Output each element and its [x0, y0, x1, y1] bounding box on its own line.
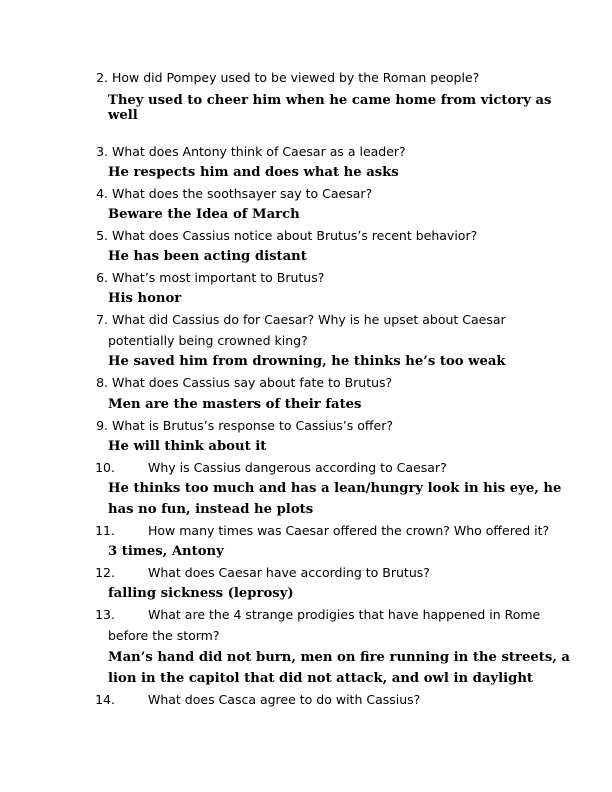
question-text: How many times was Caesar offered the crown? Who offered it?: [147, 523, 550, 538]
question-text: What’s most important to Brutus?: [111, 270, 325, 285]
question-12: [88, 562, 430, 583]
question-text: What are the 4 strange prodigies that have happened in Rome: [147, 607, 541, 622]
question-11: [88, 520, 549, 541]
answer-10-line-2: has no fun, instead he plots: [108, 502, 314, 517]
question-3: [88, 141, 406, 162]
question-number: 4.: [96, 186, 108, 201]
question-text-continued: potentially being crowned king?: [108, 333, 308, 348]
answer-2-line-2: well: [108, 108, 138, 123]
question-text: How did Pompey used to be viewed by the Roman people?: [111, 70, 480, 85]
question-number: 12.: [95, 565, 115, 580]
question-13: [88, 604, 540, 625]
question-2: [88, 67, 479, 88]
question-number: 7.: [96, 312, 108, 327]
answer-13-line-2: lion in the capitol that did not attack, and owl in daylight: [108, 671, 534, 686]
question-text: What does the soothsayer say to Caesar?: [111, 186, 373, 201]
answer-4: Beware the Idea of March: [108, 207, 300, 222]
question-number: 8.: [96, 375, 108, 390]
answer-2-line-1: They used to cheer him when he came home from victory as: [108, 93, 552, 108]
answer-5: He has been acting distant: [108, 249, 307, 264]
question-number: 13.: [95, 607, 115, 622]
question-number: 14.: [95, 692, 115, 707]
question-text: What does Cassius say about fate to Brutus?: [111, 375, 393, 390]
question-number: 5.: [96, 228, 108, 243]
answer-6: His honor: [108, 291, 182, 306]
answer-12: falling sickness (leprosy): [108, 586, 294, 601]
question-text: What does Caesar have according to Brutus?: [147, 565, 430, 580]
question-text: Why is Cassius dangerous according to Caesar?: [147, 460, 447, 475]
question-text: What does Cassius notice about Brutus’s recent behavior?: [111, 228, 478, 243]
question-7: [88, 309, 506, 351]
question-number: 2.: [96, 70, 108, 85]
question-number: 11.: [95, 523, 115, 538]
question-8: [88, 372, 392, 393]
question-number: 6.: [96, 270, 108, 285]
question-4: [88, 183, 372, 204]
answer-9: He will think about it: [108, 439, 267, 454]
question-text: What does Casca agree to do with Cassius?: [147, 692, 421, 707]
question-text: What is Brutus’s response to Cassius’s offer?: [111, 418, 393, 433]
question-number: 10.: [95, 460, 115, 475]
answer-7: He saved him from drowning, he thinks he’s too weak: [108, 354, 506, 369]
question-14: [88, 689, 420, 710]
question-number: 3.: [96, 144, 108, 159]
answer-13-line-1: Man’s hand did not burn, men on fire running in the streets, a: [108, 650, 570, 665]
question-5: [88, 225, 477, 246]
question-6: [88, 267, 324, 288]
answer-10-line-1: He thinks too much and has a lean/hungry look in his eye, he: [108, 481, 562, 496]
question-10: [88, 457, 447, 478]
answer-3: He respects him and does what he asks: [108, 165, 399, 180]
answer-11: 3 times, Antony: [108, 544, 224, 559]
answer-8: Men are the masters of their fates: [108, 397, 362, 412]
question-13-continued: before the storm?: [108, 628, 220, 643]
question-number: 9.: [96, 418, 108, 433]
question-9: [88, 415, 393, 436]
question-text: What does Antony think of Caesar as a leader?: [111, 144, 406, 159]
question-text: What did Cassius do for Caesar? Why is he upset about Caesar: [111, 312, 506, 327]
